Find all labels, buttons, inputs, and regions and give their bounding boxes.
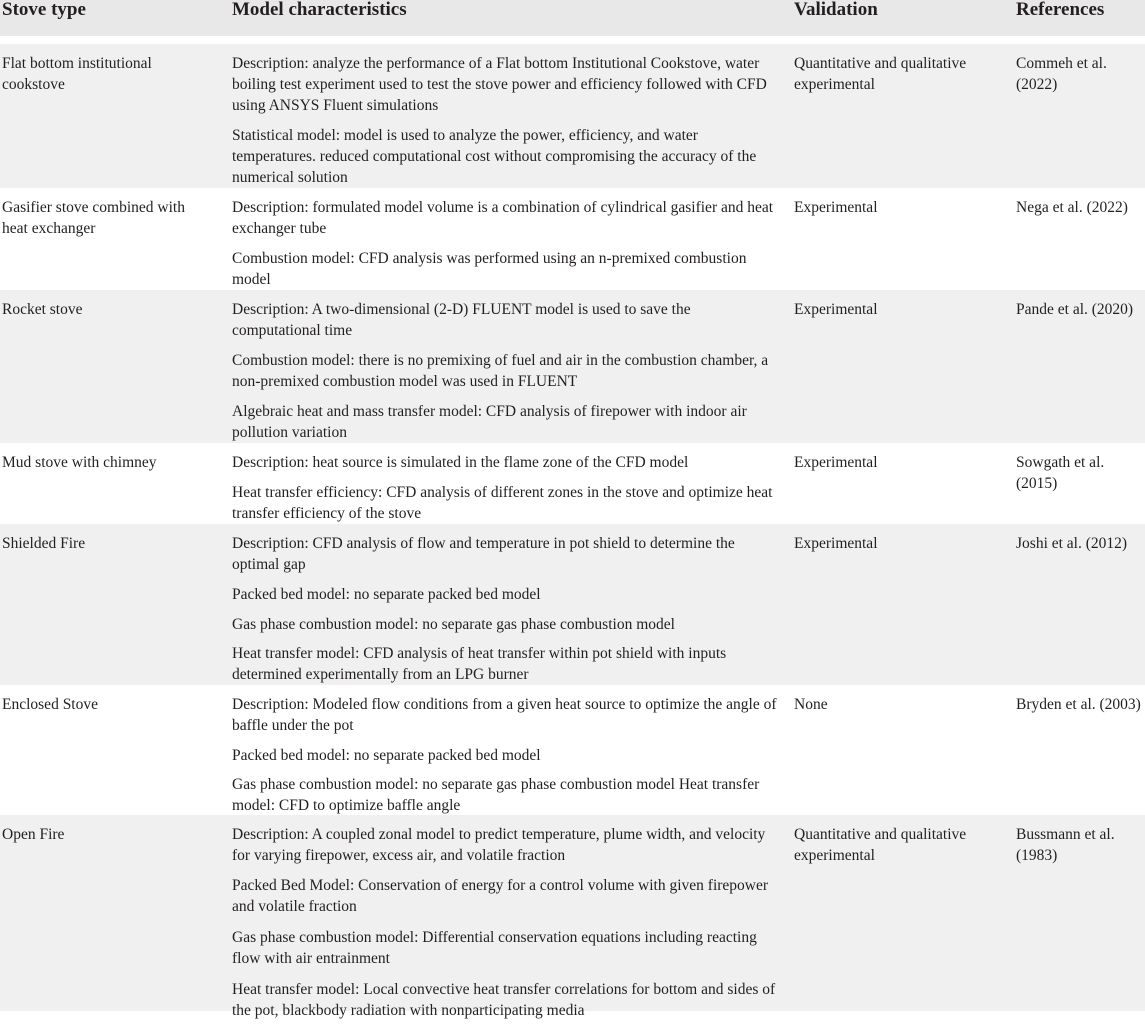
header-stove-type: Stove type bbox=[2, 0, 86, 20]
stove-type-cell: Rocket stove bbox=[2, 301, 83, 318]
stove-type-cell: Mud stove with chimney bbox=[2, 454, 157, 471]
model-paragraph: Combustion model: CFD analysis was performed using an n-premixed combustion model bbox=[232, 250, 747, 288]
model-paragraph: Packed bed model: no separate packed bed model bbox=[232, 586, 541, 603]
model-paragraph: Gas phase combustion model: no separate gas phase combustion model Heat transfer model: CFD to optimize baffle angle bbox=[232, 776, 760, 814]
model-paragraph: Description: formulated model volume is a combination of cylindrical gasifier and heat exchanger tube bbox=[232, 199, 774, 237]
model-paragraph: Packed Bed Model: Conservation of energy for a control volume with given firepower and volatile fraction bbox=[232, 877, 769, 915]
model-paragraph: Description: A coupled zonal model to predict temperature, plume width, and velocity for varying firepower, excess air, and volatile fraction bbox=[232, 826, 766, 864]
model-paragraph: Gas phase combustion model: no separate gas phase combustion model bbox=[232, 616, 675, 633]
reference-cell: Bussmann et al. (1983) bbox=[1016, 826, 1115, 864]
validation-cell: Experimental bbox=[794, 301, 878, 318]
validation-cell: Quantitative and qualitative experimental bbox=[794, 55, 967, 93]
stove-type-cell: Gasifier stove combined with heat exchanger bbox=[2, 199, 185, 237]
stove-type-cell: Shielded Fire bbox=[2, 535, 86, 552]
table-row bbox=[0, 524, 1145, 685]
table-row bbox=[0, 188, 1145, 290]
model-paragraph: Description: CFD analysis of flow and temperature in pot shield to determine the optimal gap bbox=[232, 535, 735, 573]
validation-cell: Experimental bbox=[794, 454, 878, 471]
reference-cell: Commeh et al. (2022) bbox=[1016, 55, 1107, 93]
header-references: References bbox=[1016, 0, 1105, 20]
model-paragraph: Description: A two-dimensional (2-D) FLUENT model is used to save the computational time bbox=[232, 301, 691, 339]
validation-cell: Quantitative and qualitative experimental bbox=[794, 826, 967, 864]
validation-cell: Experimental bbox=[794, 535, 878, 552]
table-row bbox=[0, 44, 1145, 188]
model-paragraph: Description: analyze the performance of a Flat bottom Institutional Cookstove, water boiling test experiment used to test the stove power and efficiency followed with CFD using ANSYS Fluent simulations bbox=[232, 55, 767, 114]
model-paragraph: Description: Modeled flow conditions from a given heat source to optimize the angle of baffle under the pot bbox=[232, 696, 777, 734]
header-validation: Validation bbox=[794, 0, 878, 20]
table-row bbox=[0, 290, 1145, 443]
model-paragraph: Statistical model: model is used to analyze the power, efficiency, and water temperatures. reduced computational cost without compromising the accuracy of the numerical solution bbox=[232, 127, 757, 186]
model-paragraph: Heat transfer model: Local convective heat transfer correlations for bottom and sides of the pot, blackbody radiation with nonparticipating media bbox=[232, 981, 776, 1019]
model-paragraph: Description: heat source is simulated in the flame zone of the CFD model bbox=[232, 454, 689, 471]
table-row bbox=[0, 443, 1145, 524]
reference-cell: Sowgath et al. (2015) bbox=[1016, 454, 1105, 492]
validation-cell: Experimental bbox=[794, 199, 878, 216]
model-paragraph: Heat transfer efficiency: CFD analysis of different zones in the stove and optimize heat transfer efficiency of the stove bbox=[232, 484, 773, 522]
model-paragraph: Packed bed model: no separate packed bed model bbox=[232, 747, 541, 764]
reference-cell: Pande et al. (2020) bbox=[1016, 301, 1134, 318]
table-header-row bbox=[0, 0, 1145, 36]
stove-type-cell: Open Fire bbox=[2, 826, 65, 843]
model-paragraph: Gas phase combustion model: Differential conservation equations including reacting flow with air entrainment bbox=[232, 929, 757, 967]
reference-cell: Nega et al. (2022) bbox=[1016, 199, 1128, 216]
model-paragraph: Algebraic heat and mass transfer model: CFD analysis of firepower with indoor air pollution variation bbox=[232, 403, 747, 441]
model-paragraph: Heat transfer model: CFD analysis of heat transfer within pot shield with inputs determined experimentally from an LPG burner bbox=[232, 645, 727, 683]
stove-type-cell: Enclosed Stove bbox=[2, 696, 98, 713]
stove-type-cell: Flat bottom institutional cookstove bbox=[2, 55, 152, 93]
model-paragraph: Combustion model: there is no premixing of fuel and air in the combustion chamber, a non-premixed combustion model was used in FLUENT bbox=[232, 352, 769, 390]
reference-cell: Bryden et al. (2003) bbox=[1016, 696, 1141, 713]
validation-cell: None bbox=[794, 696, 828, 713]
header-model-characteristics: Model characteristics bbox=[232, 0, 407, 20]
table-row bbox=[0, 815, 1145, 1019]
table-row bbox=[0, 685, 1145, 815]
reference-cell: Joshi et al. (2012) bbox=[1016, 535, 1128, 552]
